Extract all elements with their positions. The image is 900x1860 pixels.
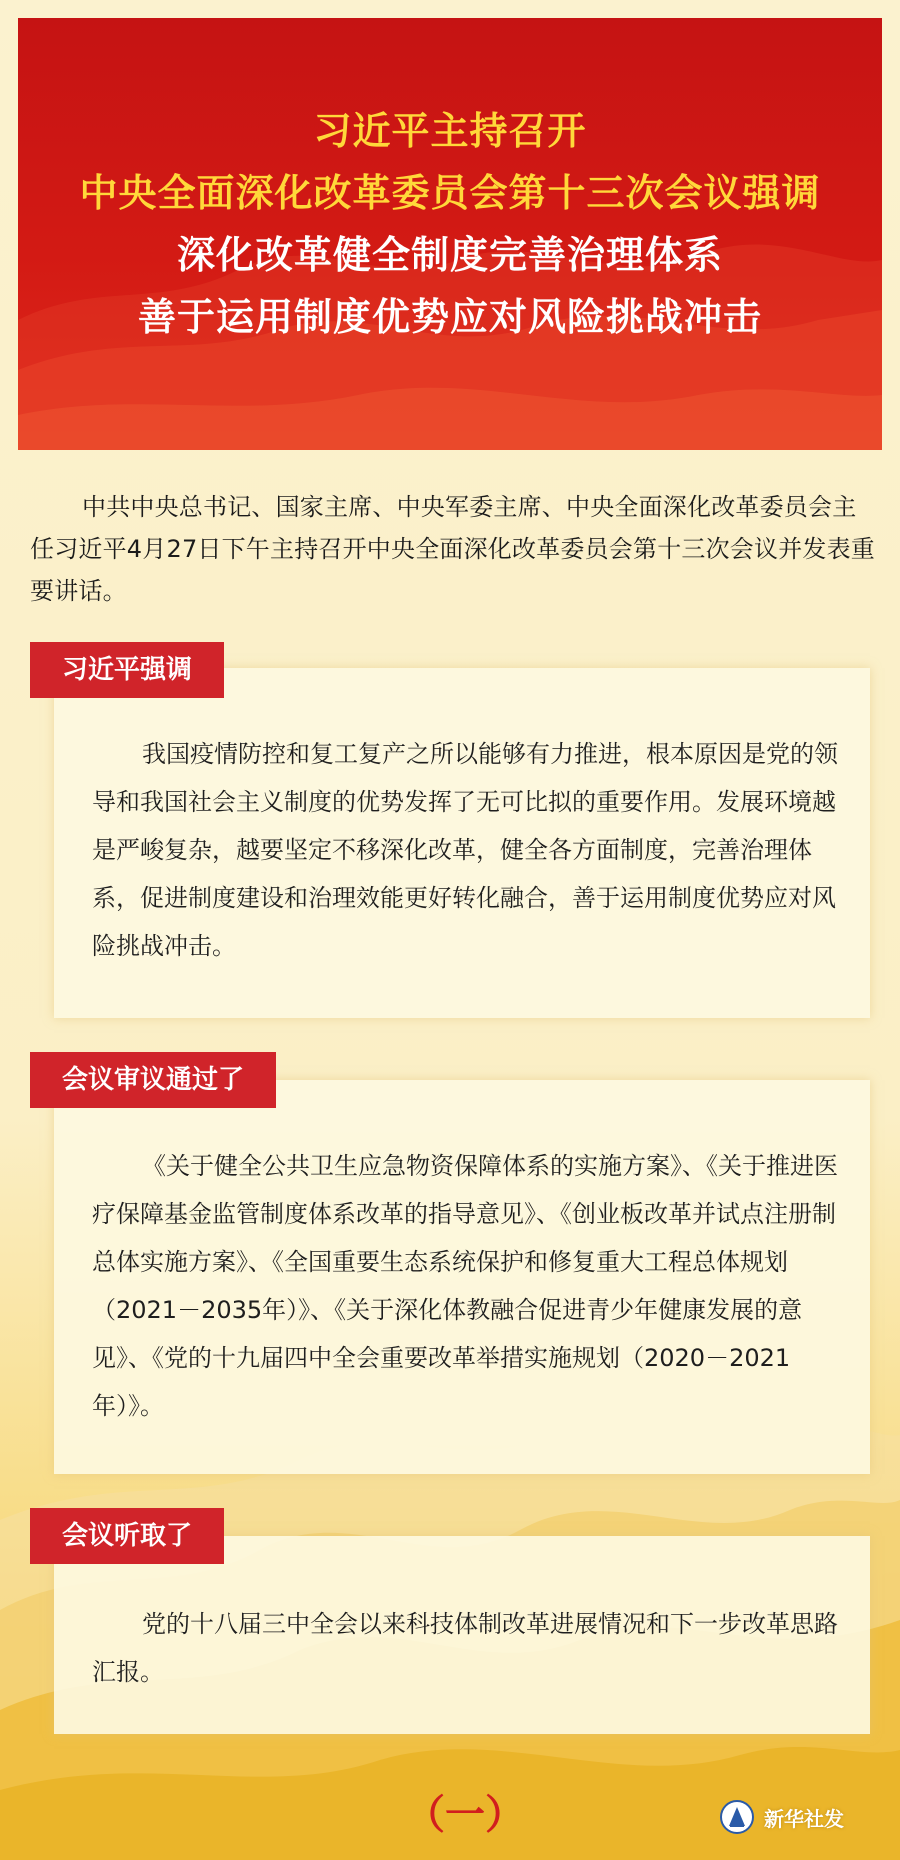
section-card-approved <box>54 1080 870 1474</box>
logo-text: 新华社发 <box>764 1806 844 1831</box>
xinhua-emblem-icon <box>720 1800 754 1834</box>
xinhua-logo <box>720 1800 844 1834</box>
intro-paragraph: 中共中央总书记、国家主席、中央军委主席、中央全面深化改革委员会主任习近平4月27日下午主持召开中央全面深化改革委员会第十三次会议并发表重要讲话。 <box>30 493 876 605</box>
title-line-3: 深化改革健全制度完善治理体系 <box>176 233 723 277</box>
part-number: （一） <box>405 1792 525 1838</box>
title-banner <box>18 18 882 450</box>
section-card-heard <box>54 1536 870 1734</box>
title-line-4: 善于运用制度优势应对风险挑战冲击 <box>137 295 762 339</box>
section-tag-emphasis: 习近平强调 <box>30 642 224 698</box>
section-body-heard: 党的十八届三中全会以来科技体制改革进展情况和下一步改革思路汇报。 <box>92 1610 838 1686</box>
title-line-1: 习近平主持召开 <box>313 109 587 153</box>
section-card-emphasis <box>54 668 870 1018</box>
banner-title <box>18 100 882 348</box>
section-tag-heard: 会议听取了 <box>30 1508 224 1564</box>
section-body-approved: 《关于健全公共卫生应急物资保障体系的实施方案》、《关于推进医疗保障基金监管制度体系改革的指导意见》、《创业板改革并试点注册制总体实施方案》、《全国重要生态系统保护和修复重大工程总体规划（2021－2035年）》、《关于深化体教融合促进青少年健康发展的意见》、《党的十九届四中全会重要改革举措实施规划（2020－2021年）》。 <box>92 1152 838 1420</box>
section-body-emphasis: 我国疫情防控和复工复产之所以能够有力推进，根本原因是党的领导和我国社会主义制度的优势发挥了无可比拟的重要作用。发展环境越是严峻复杂，越要坚定不移深化改革，健全各方面制度，完善治理体系，促进制度建设和治理效能更好转化融合，善于运用制度优势应对风险挑战冲击。 <box>92 740 838 960</box>
section-tag-approved: 会议审议通过了 <box>30 1052 276 1108</box>
title-line-2: 中央全面深化改革委员会第十三次会议强调 <box>79 171 821 215</box>
